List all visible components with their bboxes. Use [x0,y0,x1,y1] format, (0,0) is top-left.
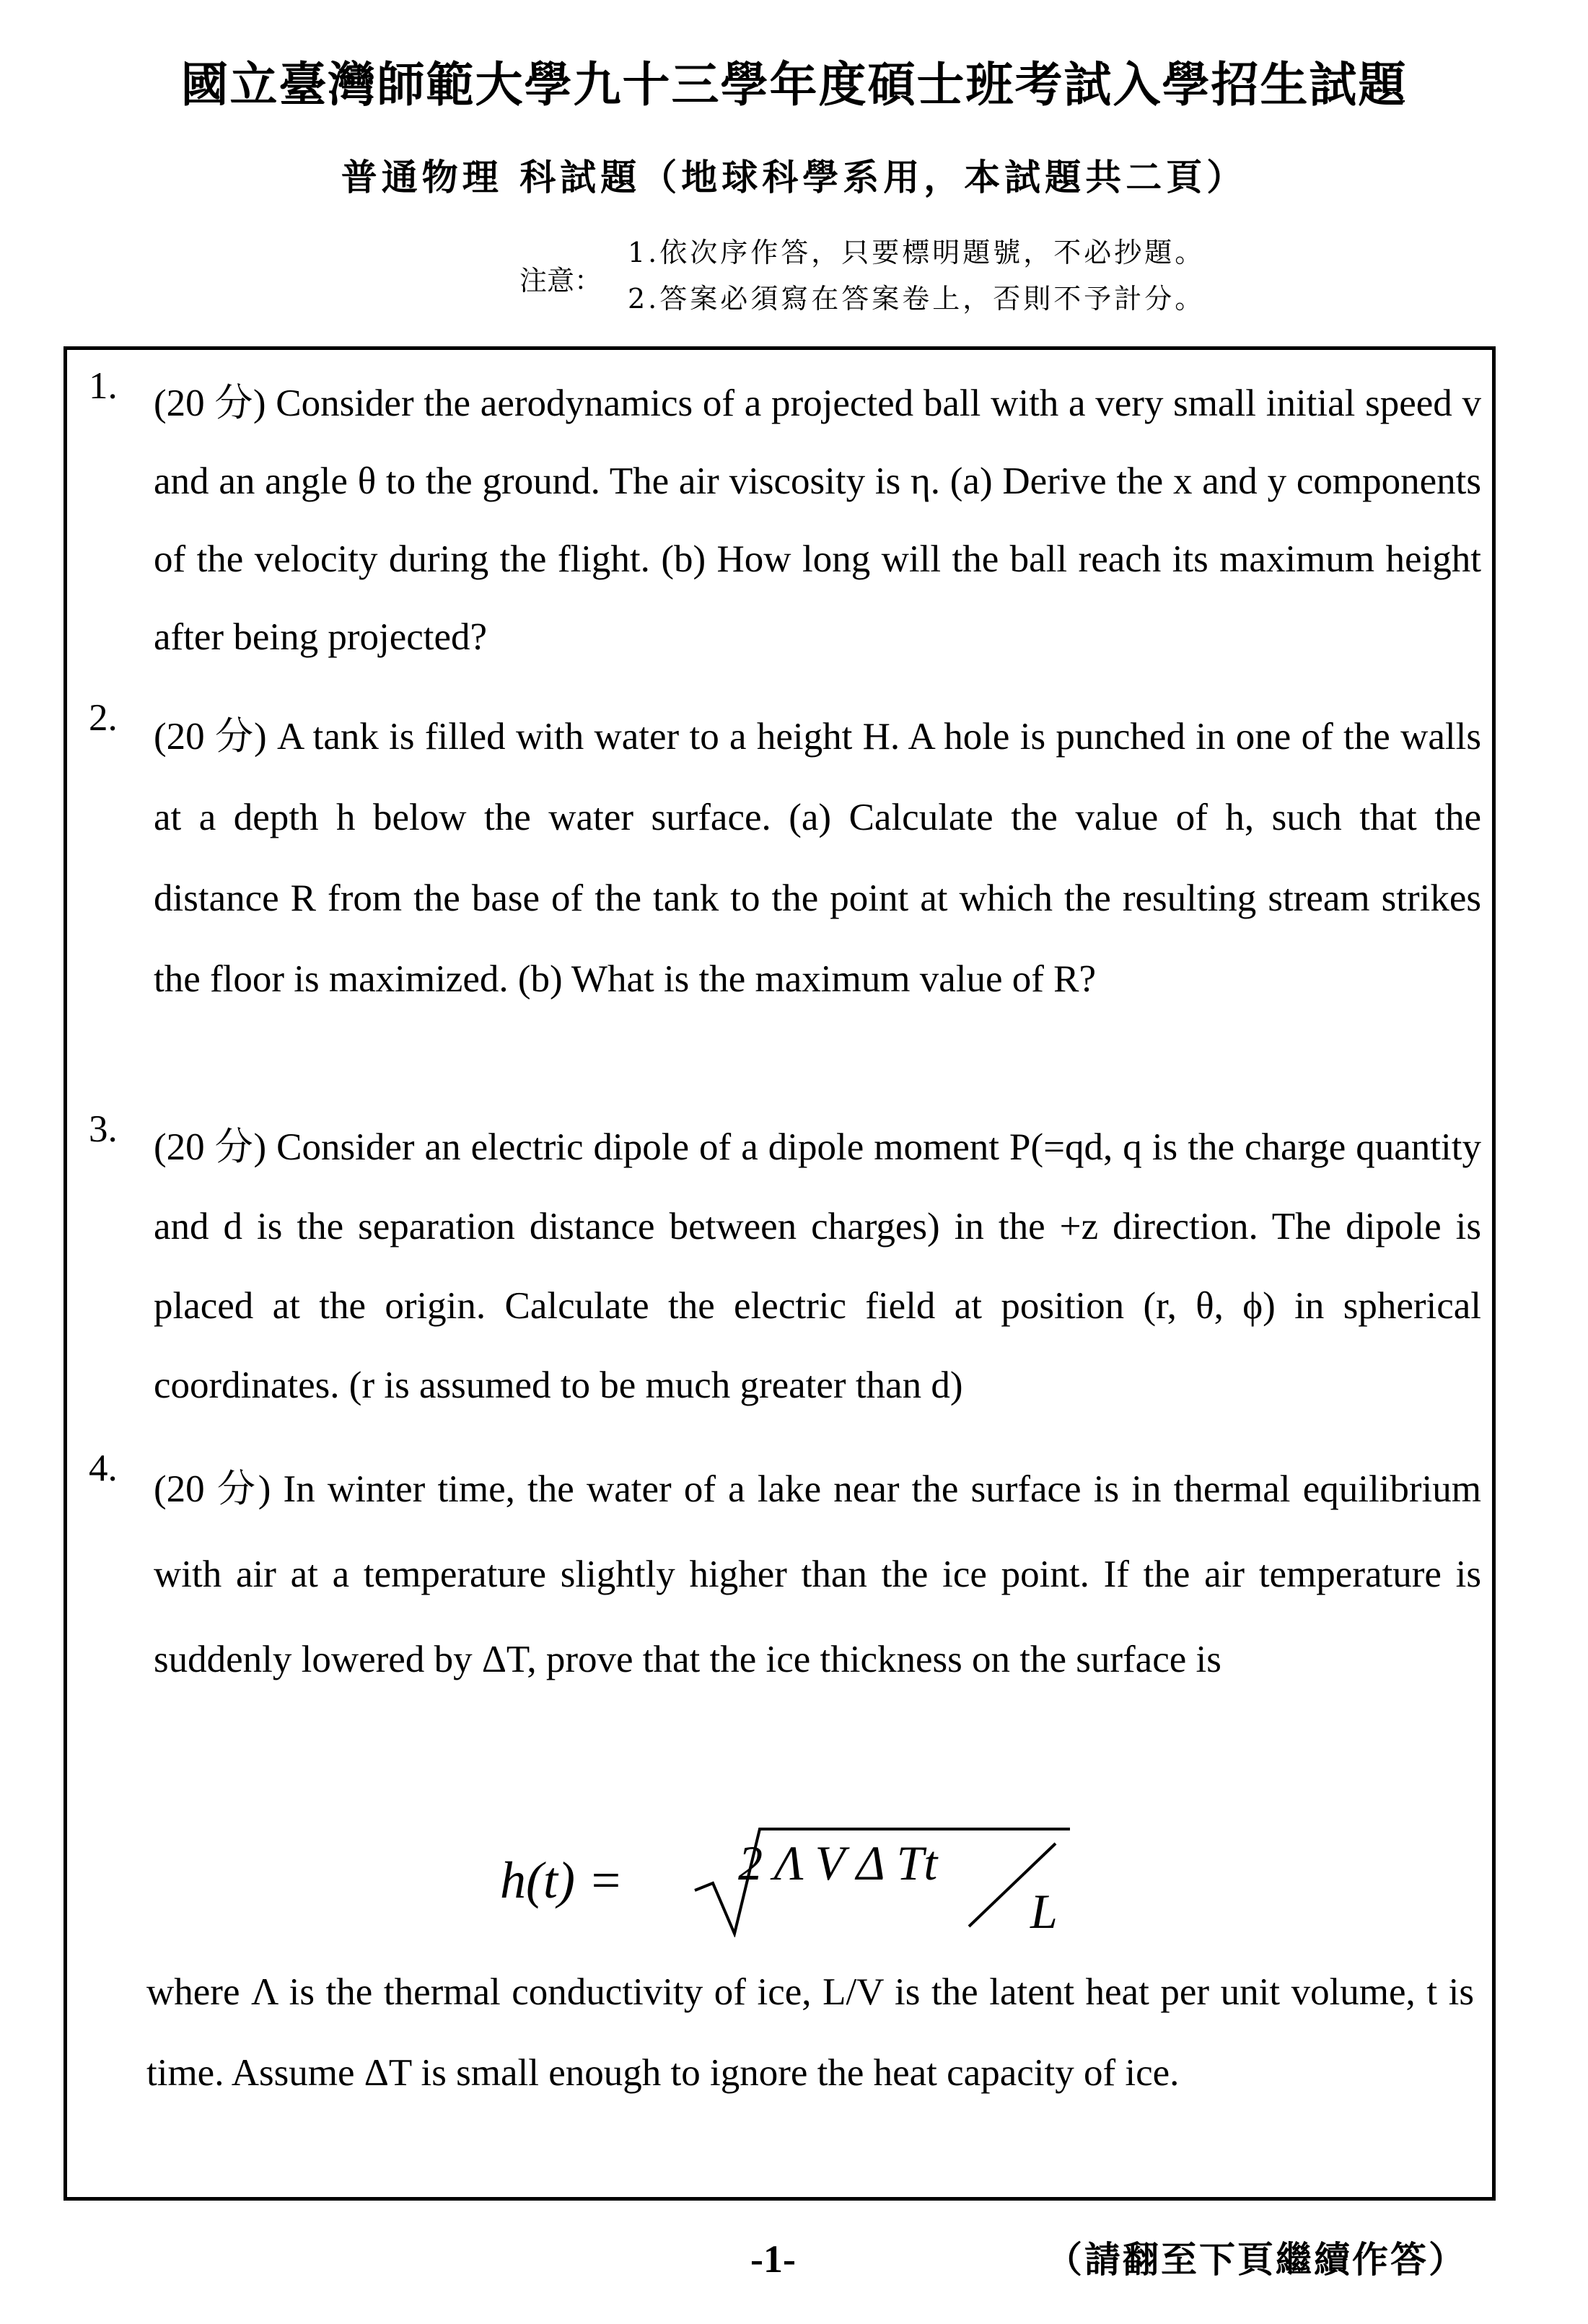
formula-radicand: 2 Λ V Δ Tt [738,1836,938,1890]
question-number: 4. [89,1447,118,1489]
note-item: 2.答案必須寫在答案卷上，否則不予計分。 [628,283,1206,315]
ice-thickness-formula [500,1822,1149,1937]
notes-list [628,229,1205,322]
continue-note: （請翻至下頁繼續作答） [1046,2238,1467,2281]
formula-lhs: h(t) = [500,1851,623,1909]
question-text: (20 分) A tank is filled with water to a height H. A hole is punched in one of the walls at a depth h below the water surface. (a) Calculate the value of h, such that the distance R from the base of the tank to the point at which the resulting stream strikes the floor is maximized. (b) What is the maximum value of R? [154,716,1481,1000]
formula-explanation: where Λ is the thermal conductivity of ice, L/V is the latent heat per unit volume, t is time. Assume ΔT is small enough to ignore the heat capacity of ice. [146,1971,1474,2094]
note-item: 1.依次序作答，只要標明題號，不必抄題。 [628,237,1206,268]
question-number: 3. [89,1108,118,1150]
questions-box [63,346,1496,2201]
question-number: 1. [89,365,118,407]
question-text: (20 分) Consider an electric dipole of a dipole moment P(=qd, q is the charge quantity and d is the separation distance between charges) in the +z direction. The dipole is placed at the origin. Calculate the electric field at position (r, θ, ϕ) in spherical coordinates. (r is assumed to be much greater than d) [154,1126,1481,1406]
notes-label: 注意： [519,265,602,297]
question-text: (20 分) In winter time, the water of a lake near the surface is in thermal equilibrium with air at a temperature slightly higher than the ice point. If the air temperature is suddenly lowered by ΔT, prove that the ice thickness on the surface is [154,1468,1481,1680]
question-text: (20 分) Consider the aerodynamics of a projected ball with a very small initial speed v and an angle θ to the ground. The air viscosity is η. (a) Derive the x and y components of the velocity during the flight. (b) How long will the ball reach its maximum height after being projected? [154,382,1481,658]
exam-title: 國立臺灣師範大學九十三學年度碩士班考試入學招生試題 [180,56,1408,113]
formula-denominator: L [1030,1884,1058,1939]
question-number: 2. [89,697,118,739]
exam-subtitle: 普通物理 科試題（地球科學系用，本試題共二頁） [341,156,1247,198]
page-number: -1- [750,2237,796,2281]
